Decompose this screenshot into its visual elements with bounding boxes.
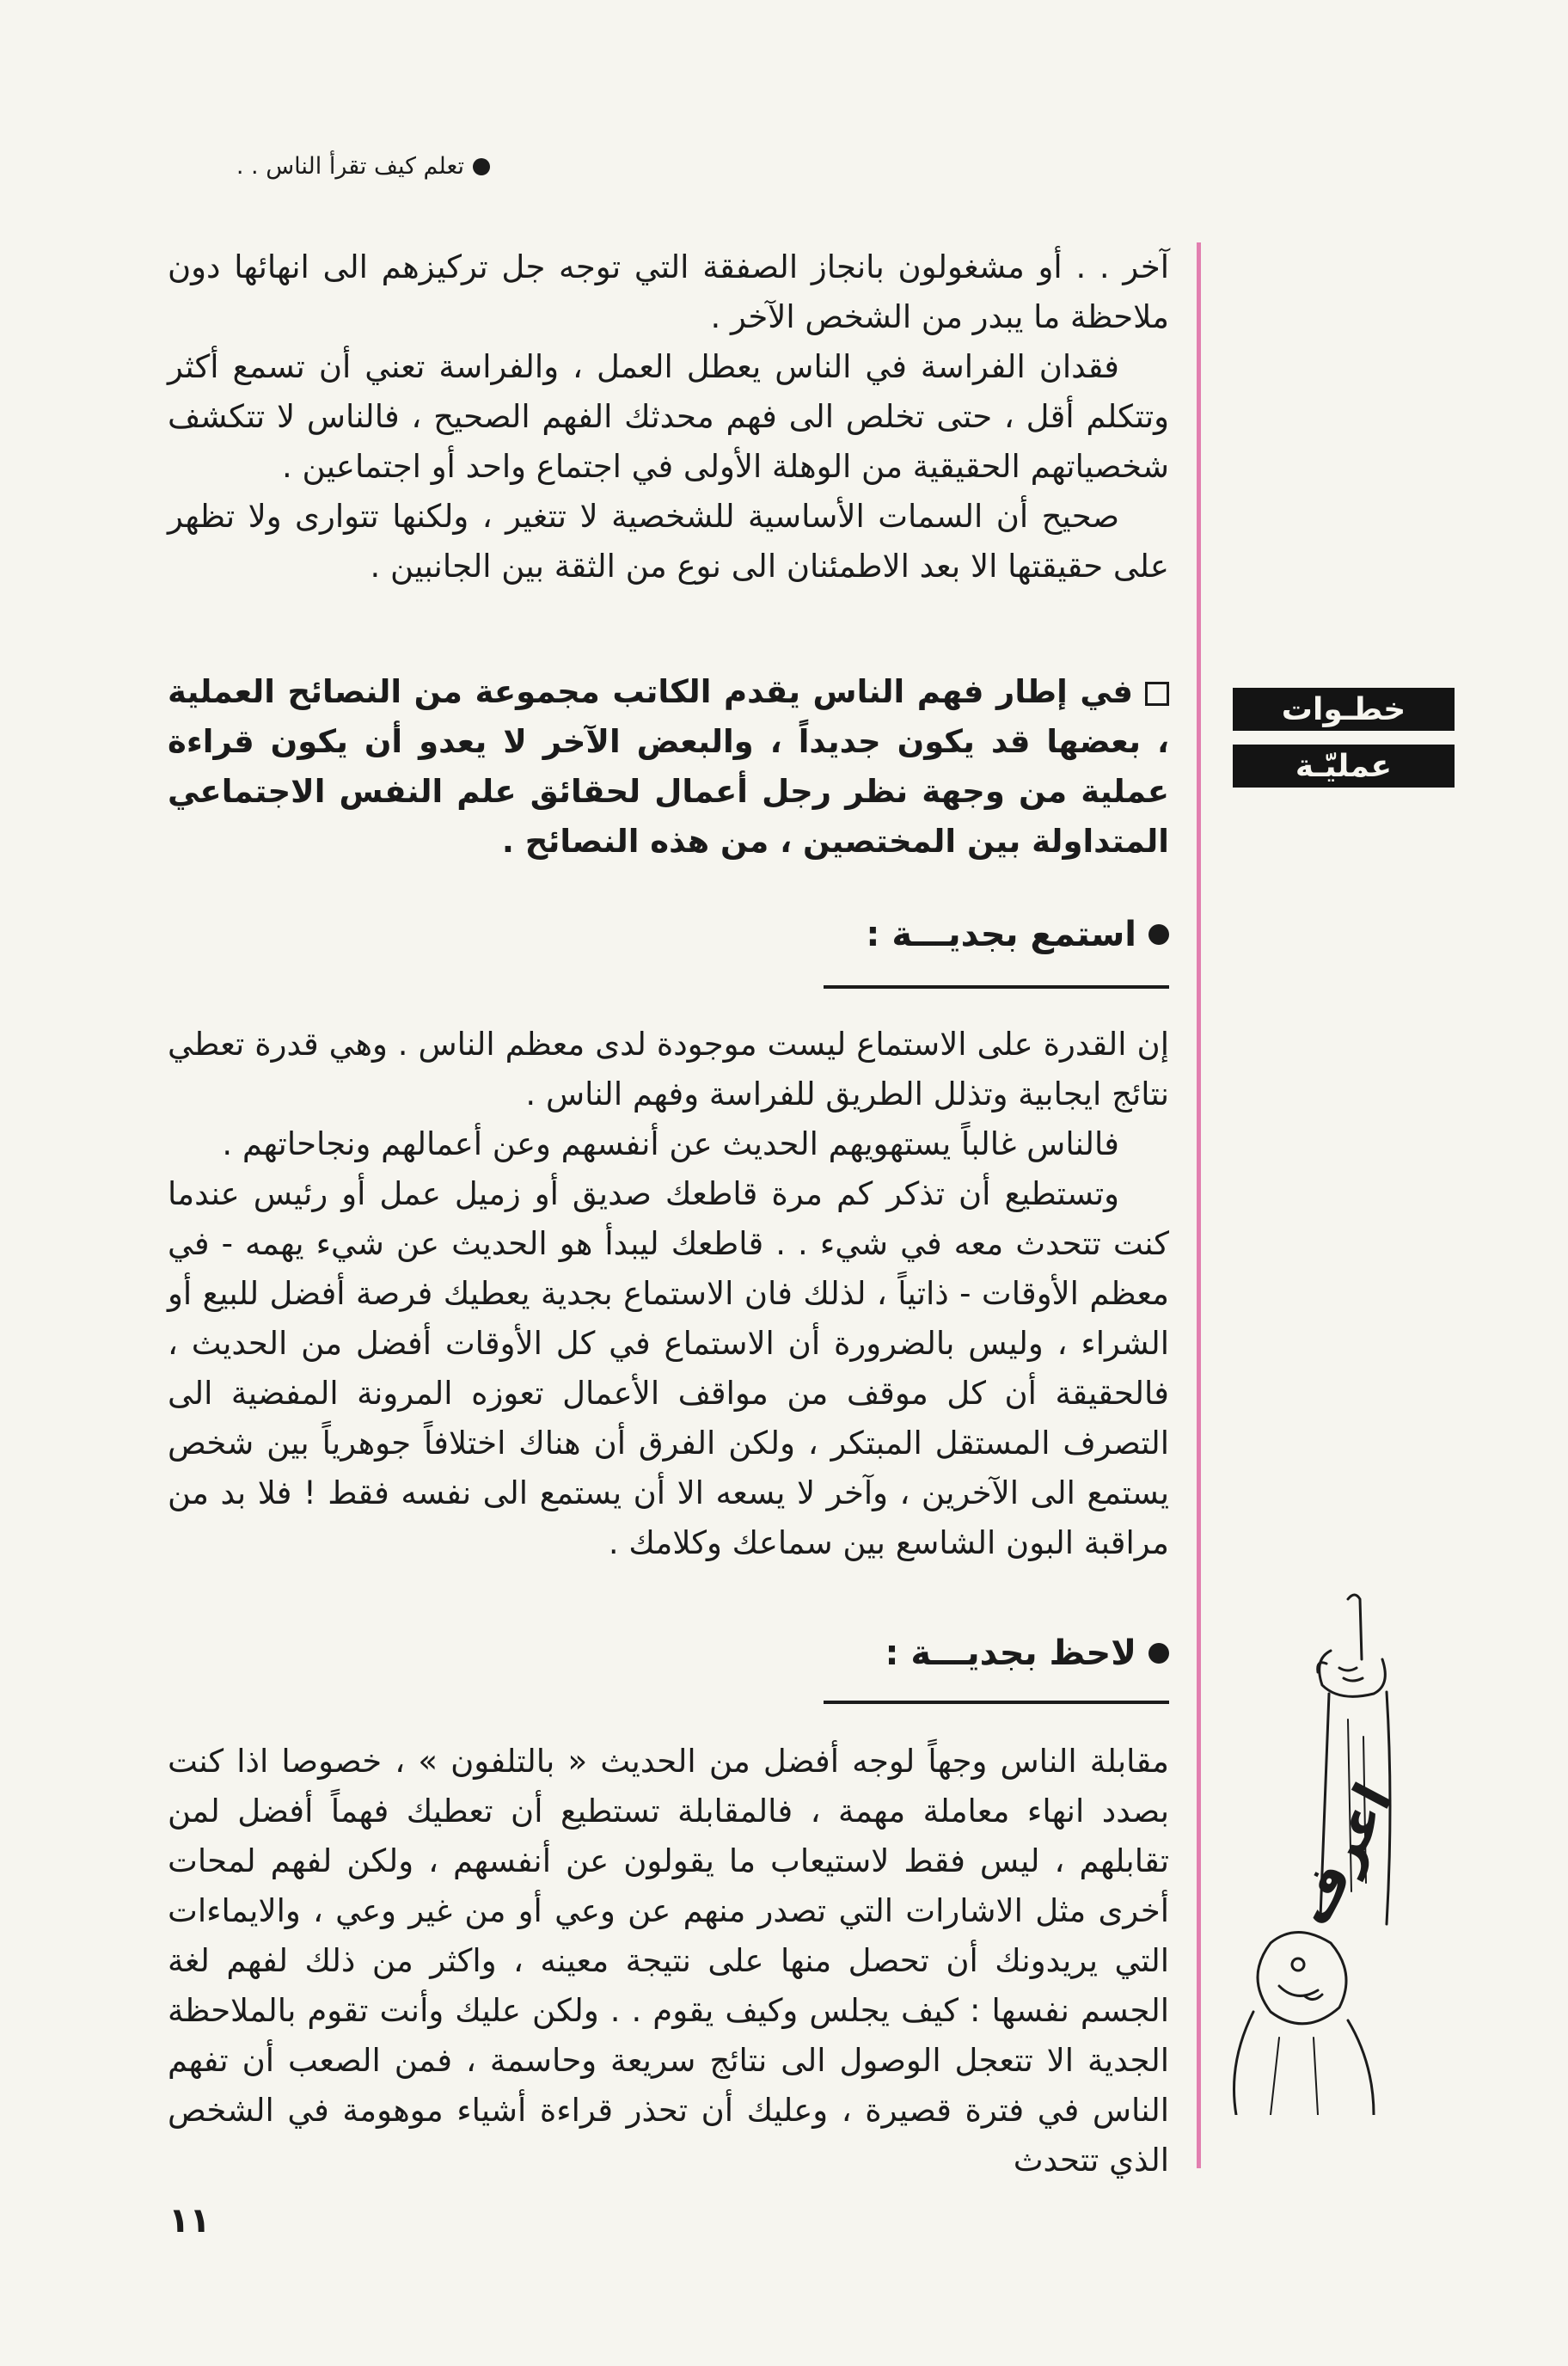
page-number: ١١ bbox=[168, 2201, 211, 2240]
section-heading-listen bbox=[395, 915, 1169, 954]
bullet-icon bbox=[473, 158, 490, 175]
paragraph: فالناس غالباً يستهويهم الحديث عن أنفسهم وعن أعمالهم ونجاحاتهم . bbox=[222, 1125, 1119, 1162]
sidebar-tag-line1: خطـوات bbox=[1233, 688, 1455, 731]
section-opening-text bbox=[168, 242, 1169, 592]
paragraph: إن القدرة على الاستماع ليست موجودة لدى معظم الناس . وهي قدرة تعطي نتائج ايجابية وتذلل الطريق للفراسة وفهم الناس . bbox=[168, 1026, 1169, 1113]
checkbox-bullet-icon bbox=[1145, 682, 1169, 706]
paragraph: آخر . . أو مشغولون بانجاز الصفقة التي توجه جل تركيزهم الى انهائها دون ملاحظة ما يبدر من الشخص الآخر . bbox=[168, 248, 1169, 335]
section-heading-observe bbox=[395, 1634, 1169, 1673]
intro-text: في إطار فهم الناس يقدم الكاتب مجموعة من النصائح العملية ، بعضها قد يكون جديداً ، والبعض الآخر لا يعدو أن يكون قراءة عملية من وجهة نظر رجل أعمال لحقائق علم النفس الاجتماعي المتداولة بين المختصين ، من هذه النصائح . bbox=[168, 673, 1169, 860]
bullet-icon bbox=[1148, 924, 1169, 945]
section-observe-text bbox=[168, 1737, 1169, 2185]
heading-underline bbox=[824, 1701, 1169, 1704]
bullet-icon bbox=[1148, 1643, 1169, 1664]
paragraph: صحيح أن السمات الأساسية للشخصية لا تتغير ، ولكنها تتوارى ولا تظهر على حقيقتها الا بعد الاطمئنان الى نوع من الثقة بين الجانبين . bbox=[168, 498, 1169, 585]
paragraph: مقابلة الناس وجهاً لوجه أفضل من الحديث « بالتلفون » ، خصوصا اذا كنت بصدد انهاء معاملة مهمة ، فالمقابلة تستطيع أن تعطيك فهماً أفضل لمن تقابلهم ، ليس فقط لاستيعاب ما يقولون عن أنفسهم ، ولكن لفهم لمحات أخرى مثل الاشارات التي تصدر منهم عن وعي أو من غير وعي ، والايماءات التي يريدونك أن تحصل منها على نتيجة معينه ، واكثر من ذلك لفهم لغة الجسم نفسها : كيف يجلس وكيف يقوم . . ولكن عليك وأنت تقوم بالملاحظة الجدية الا تتعجل الوصول الى نتائج سريعة وحاسمة ، فمن الصعب أن تفهم الناس في فترة قصيرة ، وعليك أن تحذر قراءة أشياء موهومة في الشخص الذي تتحدث bbox=[168, 1743, 1169, 2179]
heading-underline bbox=[824, 985, 1169, 989]
intro-block bbox=[168, 667, 1169, 867]
sidebar-tag-line2: عمليّـة bbox=[1233, 745, 1455, 788]
intro-paragraph bbox=[168, 667, 1169, 867]
running-head bbox=[236, 153, 490, 180]
section-listen-text bbox=[168, 1020, 1169, 1568]
cartoon-word: اعرف bbox=[1278, 1773, 1406, 1935]
running-title: تعلم كيف تقرأ الناس . . bbox=[236, 153, 464, 180]
heading-text: لاحظ بجديـــة : bbox=[885, 1634, 1136, 1673]
paragraph: وتستطيع أن تذكر كم مرة قاطعك صديق أو زميل عمل أو رئيس عندما كنت تتحدث معه في شيء . . قاطعك ليبدأ هو الحديث عن شيء يهمه - في معظم الأوقات - ذاتياً ، لذلك فان الاستماع بجدية يعطيك فرصة أفضل للبيع أو الشراء ، وليس بالضرورة أن الاستماع في كل الأوقات أفضل من الحديث ، فالحقيقة أن كل موقف من مواقف الأعمال تعوزه المرونة المفضية الى التصرف المستقل المبتكر ، ولكن الفرق أن هناك اختلافاً جوهرياً بين شخص يستمع الى الآخرين ، وآخر لا يسعه الا أن يستمع الى نفسه فقط ! فلا بد من مراقبة البون الشاسع بين سماعك وكلامك . bbox=[168, 1175, 1169, 1561]
heading-text: استمع بجديـــة : bbox=[866, 915, 1136, 954]
paragraph: فقدان الفراسة في الناس يعطل العمل ، والفراسة تعني أن تسمع أكثر وتتكلم أقل ، حتى تخلص الى فهم محدثك الفهم الصحيح ، فالناس لا تتكشف شخصياتهم الحقيقية من الوهلة الأولى في اجتماع واحد أو اجتماعين . bbox=[168, 348, 1169, 485]
margin-rule bbox=[1197, 242, 1201, 2168]
